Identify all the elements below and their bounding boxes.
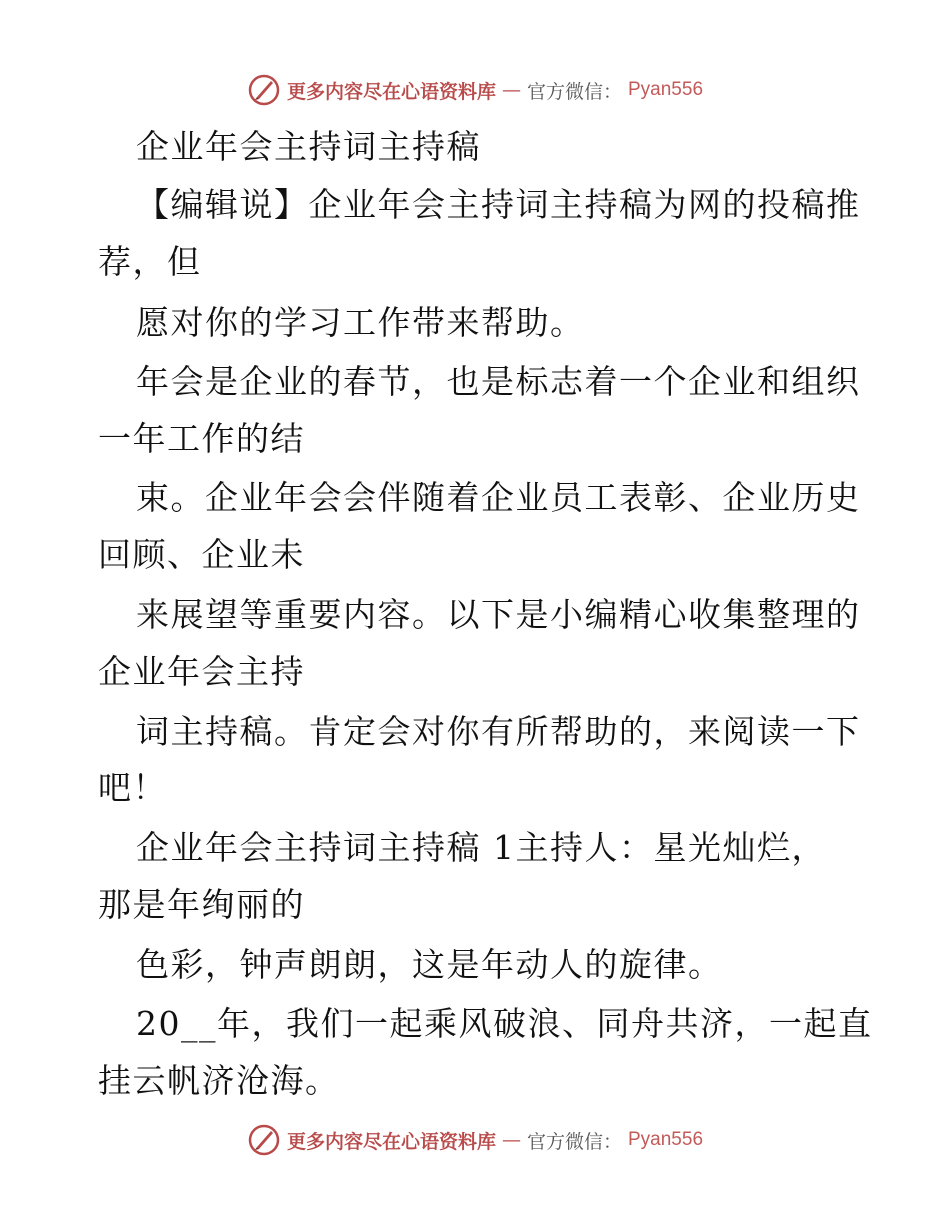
footer-wechat-label: 官方微信：	[526, 1130, 622, 1153]
doc-title: 企业年会主持词主持稿	[136, 127, 481, 166]
paragraph-line: 词主持稿。肯定会对你有所帮助的，来阅读一下	[136, 712, 861, 751]
paragraph-line: 那是年绚丽的	[98, 885, 305, 924]
paragraph-line: 愿对你的学习工作带来帮助。	[136, 303, 585, 342]
paragraph-line: 企业年会主持	[98, 652, 305, 691]
quill-pen-logo-icon	[247, 1123, 281, 1157]
footer-dash: —	[501, 1129, 521, 1151]
paragraph-line: 束。企业年会会伴随着企业员工表彰、企业历史	[136, 478, 861, 517]
header-wechat-label: 官方微信：	[526, 80, 622, 103]
footer-banner	[0, 1120, 950, 1160]
paragraph-line: 色彩，钟声朗朗，这是年动人的旋律。	[136, 945, 723, 984]
header-brand-text: 更多内容尽在心语资料库	[286, 80, 496, 103]
paragraph-line: 吧！	[98, 768, 167, 807]
header-wechat-id: Pyan556	[628, 79, 704, 100]
paragraph-line: 企业年会主持词主持稿 1主持人：星光灿烂，	[136, 828, 826, 867]
footer-wechat-id: Pyan556	[628, 1129, 704, 1150]
paragraph-line: 20__年，我们一起乘风破浪、同舟共济，一起直	[136, 1004, 873, 1043]
header-dash: —	[501, 79, 521, 101]
paragraph-line: 年会是企业的春节，也是标志着一个企业和组织	[136, 362, 861, 401]
footer-brand-text: 更多内容尽在心语资料库	[286, 1130, 496, 1153]
paragraph-line: 挂云帆济沧海。	[98, 1061, 340, 1100]
paragraph-line: 一年工作的结	[98, 419, 305, 458]
paragraph-line: 来展望等重要内容。以下是小编精心收集整理的	[136, 595, 861, 634]
paragraph-line: 荐，但	[98, 242, 202, 281]
paragraph-line: 回顾、企业未	[98, 535, 305, 574]
paragraph-line: 【编辑说】企业年会主持词主持稿为网的投稿推	[136, 185, 861, 224]
